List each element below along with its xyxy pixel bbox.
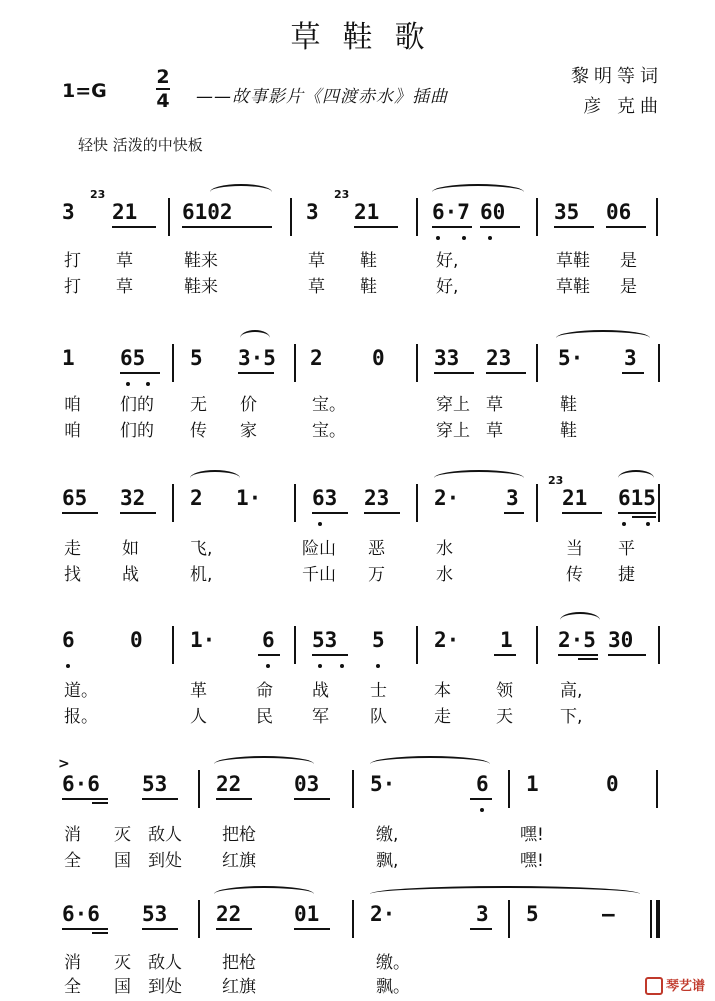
lyric: 水: [436, 539, 453, 559]
slur: [618, 470, 654, 486]
note: 35: [554, 200, 580, 224]
lyric: 天: [496, 707, 513, 727]
lyric: 当: [566, 539, 583, 559]
note: 5·: [370, 772, 396, 796]
bar-line: [172, 626, 174, 664]
octave-dot: [646, 522, 650, 526]
beam: [554, 226, 594, 228]
beam: [470, 928, 492, 930]
lyric: 高,: [560, 681, 583, 701]
note: 53: [312, 628, 338, 652]
note: 6: [476, 772, 489, 796]
lyric: 把枪: [222, 953, 256, 973]
time-top: 2: [156, 66, 170, 88]
octave-dot: [376, 664, 380, 668]
octave-dot: [462, 236, 466, 240]
slur: [370, 886, 640, 902]
lyric: 无: [190, 395, 207, 415]
note: 3: [306, 200, 319, 224]
lyric: 们的: [120, 421, 154, 441]
beam: [632, 516, 656, 518]
note: 3: [624, 346, 637, 370]
lyric: 鞋: [360, 277, 377, 297]
lyric: 把枪: [222, 825, 256, 845]
beam: [432, 226, 472, 228]
beam: [216, 798, 252, 800]
note: 2·5: [558, 628, 596, 652]
beam: [470, 798, 492, 800]
bar-line: [658, 344, 660, 382]
lyric: 草: [308, 277, 325, 297]
lyric: 草鞋: [556, 277, 590, 297]
note: 22: [216, 902, 242, 926]
lyric: 嘿!: [520, 825, 544, 845]
beam: [238, 372, 274, 374]
lyric: 机,: [190, 565, 213, 585]
lyric: 命: [256, 681, 273, 701]
octave-dot: [126, 382, 130, 386]
tempo-marking: 轻快 活泼的中快板: [78, 136, 203, 154]
lyric: 飘。: [376, 977, 410, 997]
note: 0: [130, 628, 143, 652]
beam: [558, 654, 598, 656]
lyric: 道。: [64, 681, 98, 701]
bar-line: [416, 484, 418, 522]
lyric: 千山: [302, 565, 336, 585]
grace-note: 23: [334, 188, 350, 201]
lyric: 敌人: [148, 825, 182, 845]
note: 3: [62, 200, 75, 224]
lyric: 国: [114, 977, 131, 997]
beam: [480, 226, 520, 228]
bar-line: [172, 484, 174, 522]
note: 2·: [434, 628, 460, 652]
note: 33: [434, 346, 460, 370]
octave-dot: [488, 236, 492, 240]
lyric: 领: [496, 681, 513, 701]
bar-line: [658, 484, 660, 522]
beam: [216, 928, 252, 930]
lyric: 全: [64, 977, 81, 997]
bar-line: [416, 198, 418, 236]
lyric: 穿上: [436, 421, 470, 441]
lyric-verse-1: [0, 948, 715, 974]
beam: [258, 654, 280, 656]
logo-icon: [645, 977, 663, 995]
beam: [142, 928, 178, 930]
lyric: 消: [64, 825, 81, 845]
lyric: 全: [64, 851, 81, 871]
bar-line: [536, 626, 538, 664]
note: 6102: [182, 200, 233, 224]
note: 0: [372, 346, 385, 370]
lyric: 缴,: [376, 825, 399, 845]
note: 01: [294, 902, 320, 926]
note: 30: [608, 628, 634, 652]
bar-line: [294, 344, 296, 382]
beam: [120, 512, 156, 514]
note: 6·6: [62, 902, 100, 926]
note: 3: [506, 486, 519, 510]
bar-line: [656, 198, 658, 236]
note-line: [0, 628, 715, 668]
lyric: 如: [122, 539, 139, 559]
beam: [562, 512, 602, 514]
lyric: 鞋来: [184, 277, 218, 297]
note: 2: [310, 346, 323, 370]
lyric: 缴。: [376, 953, 410, 973]
beam: [294, 798, 330, 800]
bar-line: [536, 198, 538, 236]
note: 1: [62, 346, 75, 370]
accent-mark: >: [58, 756, 70, 772]
lyric: 报。: [64, 707, 98, 727]
note: 2·: [370, 902, 396, 926]
lyric: 到处: [148, 977, 182, 997]
bar-line: [352, 770, 354, 808]
bar-line: [294, 484, 296, 522]
bar-line: [416, 626, 418, 664]
lyric: 走: [434, 707, 451, 727]
beam: [486, 372, 526, 374]
note: 60: [480, 200, 506, 224]
lyric-verse-1: [0, 246, 715, 272]
lyric: 好,: [436, 277, 459, 297]
octave-dot: [340, 664, 344, 668]
key-signature: 1=G: [62, 80, 107, 102]
grace-note: 23: [90, 188, 106, 201]
slur: [190, 470, 240, 486]
beam: [62, 798, 108, 800]
lyric: 革: [190, 681, 207, 701]
bar-line: [172, 344, 174, 382]
beam: [294, 928, 330, 930]
lyric: 草: [308, 251, 325, 271]
beam: [504, 512, 524, 514]
lyric: 传: [190, 421, 207, 441]
lyric: 找: [64, 565, 81, 585]
note: 21: [112, 200, 138, 224]
bar-line: [290, 198, 292, 236]
slur: [556, 330, 650, 346]
lyric: 走: [64, 539, 81, 559]
lyric: 鞋: [560, 421, 577, 441]
lyric: 战: [122, 565, 139, 585]
logo-text: 琴艺谱: [665, 978, 705, 994]
lyric: 宝。: [312, 395, 346, 415]
beam: [62, 928, 108, 930]
lyric: 打: [64, 251, 81, 271]
lyric: 军: [312, 707, 329, 727]
bar-line: [650, 900, 652, 938]
lyric: 战: [312, 681, 329, 701]
bar-line: [656, 770, 658, 808]
note: 03: [294, 772, 320, 796]
beam: [434, 372, 474, 374]
note: 21: [562, 486, 588, 510]
lyric: 捷: [618, 565, 635, 585]
note: 23: [486, 346, 512, 370]
lyric: 水: [436, 565, 453, 585]
lyric: 飞,: [190, 539, 213, 559]
note: 65: [120, 346, 146, 370]
beam: [578, 658, 598, 660]
octave-dot: [146, 382, 150, 386]
slur: [240, 330, 270, 346]
lyric: 草鞋: [556, 251, 590, 271]
lyric: 草: [486, 421, 503, 441]
subtitle: ——故事影片《四渡赤水》插曲: [196, 87, 448, 107]
note: 2: [190, 486, 203, 510]
beam: [182, 226, 272, 228]
lyric: 咱: [64, 395, 81, 415]
lyric-verse-2: [0, 272, 715, 298]
octave-dot: [318, 522, 322, 526]
slur: [210, 184, 272, 200]
note: 3·5: [238, 346, 276, 370]
lyric: 士: [370, 681, 387, 701]
lyric: 红旗: [222, 977, 256, 997]
bar-line: [168, 198, 170, 236]
beam: [112, 226, 156, 228]
beam: [618, 512, 656, 514]
lyric: 咱: [64, 421, 81, 441]
lyric: 嘿!: [520, 851, 544, 871]
note: 53: [142, 902, 168, 926]
note: 2·: [434, 486, 460, 510]
beam: [622, 372, 644, 374]
bar-line: [294, 626, 296, 664]
bar-line: [198, 770, 200, 808]
grace-note: 23: [548, 474, 564, 487]
lyric: 鞋: [560, 395, 577, 415]
beam: [312, 654, 348, 656]
octave-dot: [318, 664, 322, 668]
time-signature: [156, 66, 170, 112]
bar-line: [198, 900, 200, 938]
lyric: 消: [64, 953, 81, 973]
lyric-verse-1: [0, 820, 715, 846]
bar-line: [508, 770, 510, 808]
lyric: 是: [620, 251, 637, 271]
note: 1·: [236, 486, 262, 510]
lyric: 灭: [114, 825, 131, 845]
slur: [214, 756, 314, 772]
lyric: 国: [114, 851, 131, 871]
lyric: 队: [370, 707, 387, 727]
octave-dot: [66, 664, 70, 668]
bar-line: [416, 344, 418, 382]
lyric: 敌人: [148, 953, 182, 973]
slur: [214, 886, 314, 902]
beam: [62, 512, 98, 514]
beam: [608, 654, 646, 656]
note: 06: [606, 200, 632, 224]
slur: [370, 756, 490, 772]
lyric: 下,: [560, 707, 583, 727]
note: 22: [216, 772, 242, 796]
bar-line: [508, 900, 510, 938]
lyric-verse-2: [0, 416, 715, 442]
beam: [354, 226, 398, 228]
lyric: 平: [618, 539, 635, 559]
lyric-verse-1: [0, 390, 715, 416]
site-logo: [645, 975, 705, 996]
note-line: [0, 902, 715, 942]
beam: [606, 226, 646, 228]
note: —: [602, 902, 615, 926]
lyric: 到处: [148, 851, 182, 871]
slur: [560, 612, 600, 628]
bar-line: [352, 900, 354, 938]
note: 1·: [190, 628, 216, 652]
note: 21: [354, 200, 380, 224]
note: 65: [62, 486, 88, 510]
note: 6: [262, 628, 275, 652]
final-bar-line: [656, 900, 660, 938]
note-line: [0, 756, 715, 812]
note: 1: [500, 628, 513, 652]
lyric: 好,: [436, 251, 459, 271]
beam: [312, 512, 348, 514]
beam: [494, 654, 516, 656]
bar-line: [658, 626, 660, 664]
lyric-verse-2: [0, 972, 715, 998]
lyric: 宝。: [312, 421, 346, 441]
lyric: 打: [64, 277, 81, 297]
bar-line: [536, 344, 538, 382]
lyric: 价: [240, 395, 257, 415]
note: 6·6: [62, 772, 100, 796]
lyric: 家: [240, 421, 257, 441]
beam: [92, 932, 108, 934]
lyric: 传: [566, 565, 583, 585]
beam: [92, 802, 108, 804]
lyric-verse-2: [0, 846, 715, 872]
note: 32: [120, 486, 146, 510]
note: 5·: [558, 346, 584, 370]
lyric: 们的: [120, 395, 154, 415]
composer-credit: 彦 克曲: [583, 96, 663, 117]
lyric: 本: [434, 681, 451, 701]
lyric: 灭: [114, 953, 131, 973]
beam: [142, 798, 178, 800]
song-title: 草鞋歌: [290, 20, 447, 55]
note: 5: [372, 628, 385, 652]
time-bottom: 4: [156, 90, 170, 112]
octave-dot: [266, 664, 270, 668]
lyric: 穿上: [436, 395, 470, 415]
note-line: [0, 474, 715, 526]
bar-line: [536, 484, 538, 522]
octave-dot: [436, 236, 440, 240]
beam: [120, 372, 160, 374]
lyric: 飘,: [376, 851, 399, 871]
lyric: 鞋: [360, 251, 377, 271]
beam: [364, 512, 400, 514]
note: 63: [312, 486, 338, 510]
lyric: 红旗: [222, 851, 256, 871]
note: 23: [364, 486, 390, 510]
lyric-verse-1: [0, 534, 715, 560]
note: 53: [142, 772, 168, 796]
lyric: 险山: [302, 539, 336, 559]
lyric: 民: [256, 707, 273, 727]
octave-dot: [480, 808, 484, 812]
note: 5: [526, 902, 539, 926]
note: 615: [618, 486, 656, 510]
note: 1: [526, 772, 539, 796]
note: 6·7: [432, 200, 470, 224]
lyric: 草: [116, 277, 133, 297]
note: 3: [476, 902, 489, 926]
lyricist-credit: 黎明等词: [571, 66, 663, 87]
lyric: 恶: [368, 539, 385, 559]
lyric: 人: [190, 707, 207, 727]
lyric-verse-1: [0, 676, 715, 702]
note: 0: [606, 772, 619, 796]
lyric-verse-2: [0, 702, 715, 728]
octave-dot: [622, 522, 626, 526]
lyric: 草: [486, 395, 503, 415]
slur: [434, 470, 524, 486]
note: 6: [62, 628, 75, 652]
lyric: 草: [116, 251, 133, 271]
slur: [432, 184, 524, 200]
lyric: 鞋来: [184, 251, 218, 271]
lyric: 是: [620, 277, 637, 297]
note: 5: [190, 346, 203, 370]
note-line: [0, 188, 715, 240]
note-line: [0, 346, 715, 386]
lyric: 万: [368, 565, 385, 585]
lyric-verse-2: [0, 560, 715, 586]
